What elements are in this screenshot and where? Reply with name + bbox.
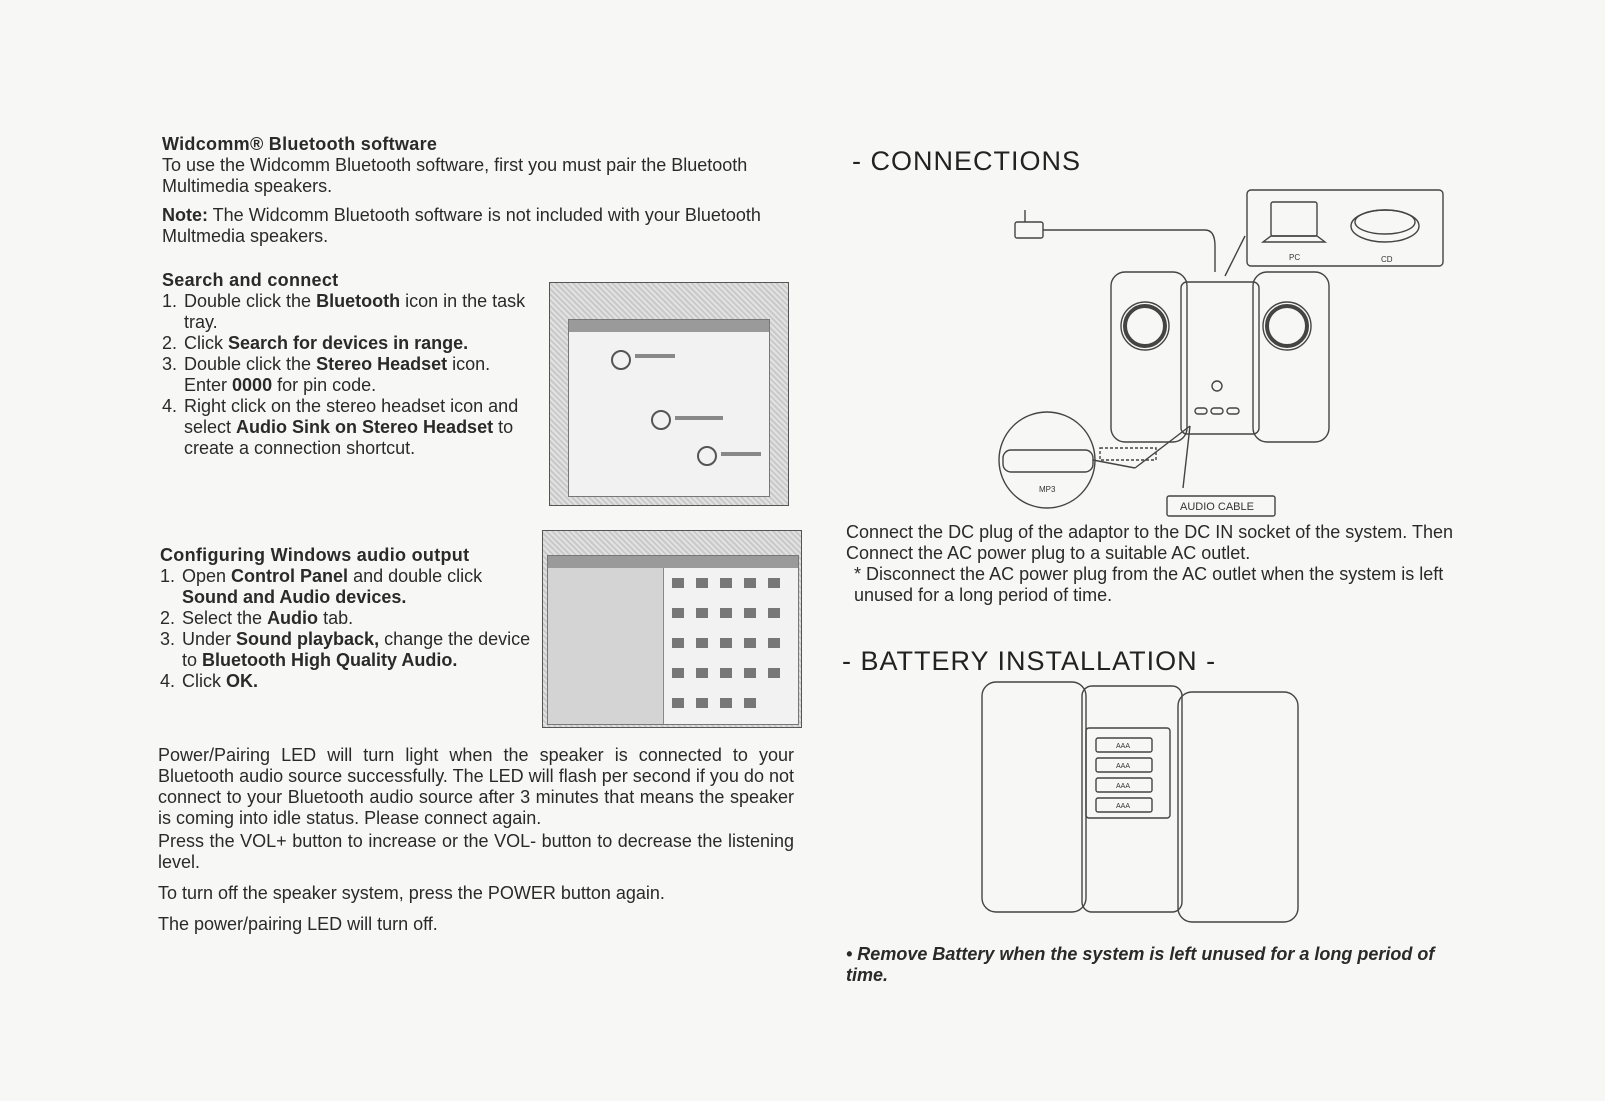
battery-label-1: AAA (1116, 743, 1131, 750)
device-icons (569, 320, 769, 496)
mp3-label: MP3 (1039, 485, 1056, 494)
control-panel-window (547, 555, 799, 725)
search-steps (162, 291, 534, 459)
config-steps (160, 566, 540, 692)
search-step-4: 4. Right click on the stereo headset icon and select Audio Sink on Stereo Headset to create a connection shortcut. (162, 396, 519, 458)
battery-label-2: AAA (1116, 763, 1131, 770)
volume-paragraph: Press the VOL+ button to increase or the VOL- button to decrease the listening level. (158, 831, 794, 872)
search-section (162, 270, 534, 459)
widcomm-heading: Widcomm® Bluetooth software (162, 134, 438, 154)
cd-label: CD (1381, 255, 1393, 264)
battery-diagram (978, 678, 1308, 928)
led-paragraph: Power/Pairing LED will turn light when the speaker is connected to your Bluetooth audio source successfully. The LED will flash per second if you do not connect to your Bluetooth audio source after 3 minutes that means the speaker is coming into idle status. Please connect again. (158, 745, 794, 828)
config-section (160, 545, 540, 692)
note-text: The Widcomm Bluetooth software is not included with your Bluetooth Multmedia speakers. (162, 205, 761, 246)
config-step-1: 1. Open Control Panel and double click Sound and Audio devices. (160, 566, 483, 607)
note-label: Note: (162, 205, 208, 225)
power-off-paragraph: To turn off the speaker system, press the POWER button again. (158, 883, 665, 903)
battery-note-text: • Remove Battery when the system is left unused for a long period of time. (846, 944, 1435, 985)
battery-label-4: AAA (1116, 803, 1131, 810)
search-step-2: 2. Click Search for devices in range. (162, 333, 469, 353)
widcomm-section (162, 134, 802, 247)
pc-label: PC (1289, 253, 1301, 262)
battery-note (846, 926, 1456, 1004)
config-heading: Configuring Windows audio output (160, 545, 470, 565)
widcomm-intro: To use the Widcomm Bluetooth software, first you must pair the Bluetooth Multimedia speakers. (162, 155, 748, 196)
widcomm-note (162, 205, 802, 247)
bluetooth-window (568, 319, 770, 497)
config-step-3: 3. Under Sound playback, change the device to Bluetooth High Quality Audio. (160, 629, 531, 670)
control-panel-screenshot (542, 530, 802, 728)
config-step-4: 4. Click OK. (160, 671, 259, 691)
battery-title: - BATTERY INSTALLATION - (842, 646, 1217, 676)
led-section (158, 745, 794, 935)
config-step-2: 2. Select the Audio tab. (160, 608, 354, 628)
connections-title: - CONNECTIONS (852, 146, 1081, 176)
connections-text (846, 522, 1496, 606)
bluetooth-screenshot (549, 282, 789, 506)
battery-label-3: AAA (1116, 783, 1131, 790)
control-panel-icons (666, 572, 796, 722)
disconnect-paragraph: * Disconnect the AC power plug from the AC outlet when the system is left unused for a long period of time. (854, 564, 1444, 605)
search-step-3: 3. Double click the Stereo Headset icon. Enter 0000 for pin code. (162, 354, 491, 395)
search-heading: Search and connect (162, 270, 339, 290)
connect-paragraph: Connect the DC plug of the adaptor to the DC IN socket of the system. Then Connect the AC power plug to a suitable AC outlet. (846, 522, 1453, 563)
search-step-1: 1. Double click the Bluetooth icon in the task tray. (162, 291, 526, 332)
led-off-paragraph: The power/pairing LED will turn off. (158, 914, 438, 934)
connections-diagram (985, 186, 1455, 526)
audio-cable-label: AUDIO CABLE (1180, 501, 1254, 513)
control-panel-sidebar (548, 568, 664, 724)
